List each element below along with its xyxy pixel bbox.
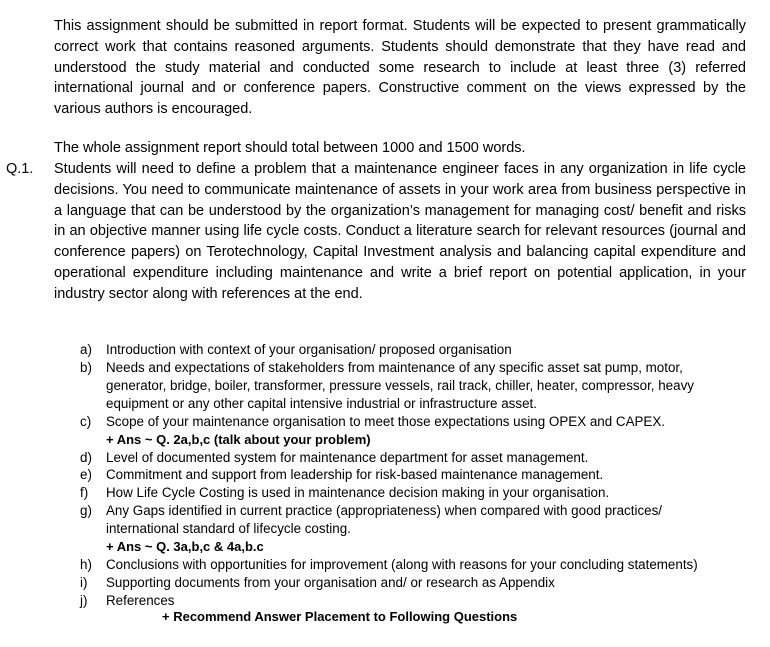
list-item-text: References — [106, 592, 175, 608]
list-marker: c) — [80, 413, 92, 429]
list-marker: j) — [80, 592, 88, 608]
requirements-list — [80, 341, 720, 610]
list-item — [80, 502, 720, 538]
question-text: Students will need to define a problem that a maintenance engineer faces in any organization in life cycle decisions. You need to communicate maintenance of assets in your work area from business perspective in a language that can be understood by the organization’s management for managing cost/ benefit and risks in an objective manner using life cycle costs. Conduct a literature search for relevant resources (journal and conference papers) on Terotechnology, Capital Investment analysis and balancing capital expenditure and operational expenditure including maintenance and write a brief report on potential application, in your industry sector along with references at the end. — [54, 161, 746, 302]
list-item-text: Level of documented system for maintenance department for asset management. — [106, 449, 589, 465]
word-count-requirement: The whole assignment report should total between 1000 and 1500 words. — [54, 140, 526, 156]
list-marker: f) — [80, 485, 89, 501]
list-item — [80, 449, 720, 467]
list-item-text: Supporting documents from your organisation and/ or research as Appendix — [106, 574, 555, 590]
list-item-text: Any Gaps identified in current practice (appropriateness) when compared with good practices/ international standard of lifecycle costing. — [106, 503, 662, 537]
list-marker: e) — [80, 467, 92, 483]
list-item — [80, 341, 720, 359]
list-item-text: Commitment and support from leadership for risk-based maintenance management. — [106, 467, 604, 483]
list-marker: b) — [80, 359, 92, 375]
list-marker: g) — [80, 503, 92, 519]
list-marker: a) — [80, 342, 92, 357]
list-item — [80, 359, 720, 413]
question-label: Q.1. — [6, 161, 34, 177]
answer-note: + Ans ~ Q. 2a,b,c (talk about your problem) — [106, 431, 371, 447]
list-marker: i) — [80, 574, 88, 590]
list-item — [80, 574, 720, 592]
list-item — [80, 466, 720, 484]
list-item — [80, 484, 720, 502]
answer-placement-note: + Recommend Answer Placement to Following Questions — [162, 609, 518, 624]
list-item-text: Needs and expectations of stakeholders from maintenance of any specific asset sat pump, motor, generator, bridge, boiler, transformer, pressure vessels, rail track, chiller, heater, compressor, heavy equipment or any other capital intensive industrial or infrastructure asset. — [106, 359, 694, 411]
list-item-text: Conclusions with opportunities for improvement (along with reasons for your concluding statements) — [106, 557, 698, 573]
list-marker: d) — [80, 449, 92, 465]
list-item-text: How Life Cycle Costing is used in maintenance decision making in your organisation. — [106, 485, 610, 501]
list-item — [80, 556, 720, 574]
list-item-text: Introduction with context of your organisation/ proposed organisation — [106, 342, 512, 357]
list-item — [80, 413, 720, 431]
answer-note: + Ans ~ Q. 3a,b,c & 4a,b.c — [106, 539, 264, 555]
list-item-text: Scope of your maintenance organisation to meet those expectations using OPEX and CAPEX. — [106, 413, 666, 429]
list-marker: h) — [80, 557, 92, 573]
intro-paragraph: This assignment should be submitted in report format. Students will be expected to present grammatically correct work that contains reasoned arguments. Students should demonstrate that they have read and understood the study material and conducted some research to include at least three (3) referred international journal and or conference papers. Constructive comment on the views expressed by the various authors is encouraged. — [54, 18, 746, 118]
